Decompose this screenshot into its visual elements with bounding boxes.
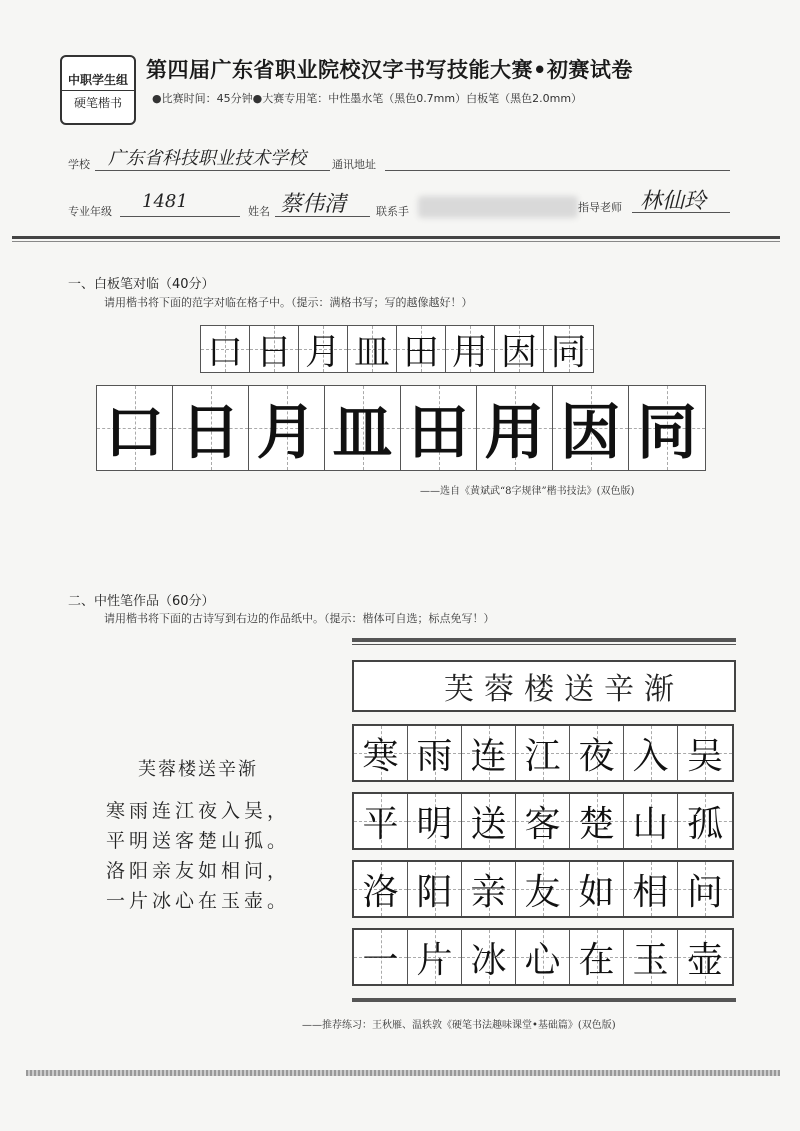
poem-title: 芙蓉楼送辛渐 [138, 759, 258, 780]
section1-title: 一、白板笔对临（40分） [68, 277, 215, 292]
model-cell: 田 [397, 326, 446, 372]
work-cell: 平 [354, 794, 408, 848]
major-value: 1481 [142, 191, 188, 212]
work-row-1 [352, 724, 734, 782]
work-cell: 片 [408, 930, 462, 984]
work-paper-top-border [352, 638, 736, 642]
work-cell: 友 [516, 862, 570, 916]
work-cell: 玉 [624, 930, 678, 984]
address-line [385, 170, 730, 171]
work-cell: 寒 [354, 726, 408, 780]
address-label: 通讯地址 [332, 158, 376, 171]
exam-subtitle: ●比赛时间：45分钟●大赛专用笔：中性墨水笔（黑色0.7mm）白板笔（黑色2.0mm） [152, 92, 583, 105]
work-cell: 阳 [408, 862, 462, 916]
work-row-4 [352, 928, 734, 986]
section2-recommend: ——推荐练习：王秋雁、温轶敦《硬笔书法趣味课堂•基础篇》(双色版) [302, 1020, 616, 1031]
poem-line: 平明送客楚山孤。 [106, 830, 291, 852]
phone-redacted [418, 196, 578, 218]
work-cell: 问 [678, 862, 732, 916]
section2-desc: 请用楷书将下面的古诗写到右边的作品纸中。（提示：楷体可自选；标点免写！） [104, 612, 495, 625]
school-line [95, 170, 330, 171]
section2-title: 二、中性笔作品（60分） [68, 594, 215, 609]
work-cell: 吴 [678, 726, 732, 780]
model-cell: 皿 [348, 326, 397, 372]
work-cell: 壶 [678, 930, 732, 984]
written-cell: 同 [629, 386, 705, 470]
work-cell: 山 [624, 794, 678, 848]
model-cell: 用 [446, 326, 495, 372]
work-cell: 明 [408, 794, 462, 848]
poem-line: 一片冰心在玉壶。 [106, 890, 291, 912]
work-cell: 冰 [462, 930, 516, 984]
badge-style-label: 硬笔楷书 [62, 90, 134, 111]
work-cell: 夜 [570, 726, 624, 780]
written-cell: 用 [477, 386, 553, 470]
work-row-2 [352, 792, 734, 850]
work-cell: 在 [570, 930, 624, 984]
work-paper-top-border-thin [352, 644, 736, 645]
work-cell: 送 [462, 794, 516, 848]
work-cell: 雨 [408, 726, 462, 780]
work-cell: 连 [462, 726, 516, 780]
work-cell: 孤 [678, 794, 732, 848]
header-divider-thin [12, 241, 780, 242]
work-row-3 [352, 860, 734, 918]
work-cell: 心 [516, 930, 570, 984]
work-paper-title-box [352, 660, 736, 712]
exam-title: 第四届广东省职业院校汉字书写技能大赛•初赛试卷 [146, 58, 633, 82]
work-paper-bottom-border [352, 998, 736, 1002]
model-cell: 口 [201, 326, 250, 372]
school-value: 广东省科技职业技术学校 [108, 148, 306, 169]
teacher-value: 林仙玲 [640, 189, 707, 214]
model-cell: 同 [544, 326, 593, 372]
work-paper-title: 芙蓉楼送辛渐 [444, 672, 684, 707]
name-label: 姓名 [248, 205, 270, 218]
header-divider [12, 236, 780, 239]
written-cell: 月 [249, 386, 325, 470]
section1-source: ——选自《黄斌武“8字规律”楷书技法》(双色版) [420, 486, 635, 497]
work-cell: 江 [516, 726, 570, 780]
work-cell: 洛 [354, 862, 408, 916]
phone-label: 联系手 [376, 205, 409, 218]
whiteboard-writing-grid [96, 385, 706, 471]
work-cell: 入 [624, 726, 678, 780]
model-cell: 日 [250, 326, 299, 372]
school-label: 学校 [68, 158, 90, 171]
name-value: 蔡伟清 [280, 192, 347, 217]
section1-desc: 请用楷书将下面的范字对临在格子中。（提示：满格书写；写的越像越好！） [104, 296, 473, 309]
work-cell: 客 [516, 794, 570, 848]
work-cell: 如 [570, 862, 624, 916]
written-cell: 皿 [325, 386, 401, 470]
poem-line: 洛阳亲友如相问， [106, 860, 291, 882]
work-cell: 亲 [462, 862, 516, 916]
written-cell: 因 [553, 386, 629, 470]
work-cell: 相 [624, 862, 678, 916]
model-cell: 因 [495, 326, 544, 372]
written-cell: 田 [401, 386, 477, 470]
poem-line: 寒雨连江夜入吴， [106, 800, 291, 822]
work-cell: 一 [354, 930, 408, 984]
major-label: 专业年级 [68, 205, 112, 218]
written-cell: 日 [173, 386, 249, 470]
model-char-grid [200, 325, 594, 373]
work-cell: 楚 [570, 794, 624, 848]
written-cell: 口 [97, 386, 173, 470]
group-badge [60, 55, 136, 125]
model-cell: 月 [299, 326, 348, 372]
footer-divider [26, 1070, 780, 1076]
major-line [120, 216, 240, 217]
badge-group-label: 中职学生组 [67, 73, 128, 87]
teacher-label: 指导老师 [578, 201, 622, 214]
